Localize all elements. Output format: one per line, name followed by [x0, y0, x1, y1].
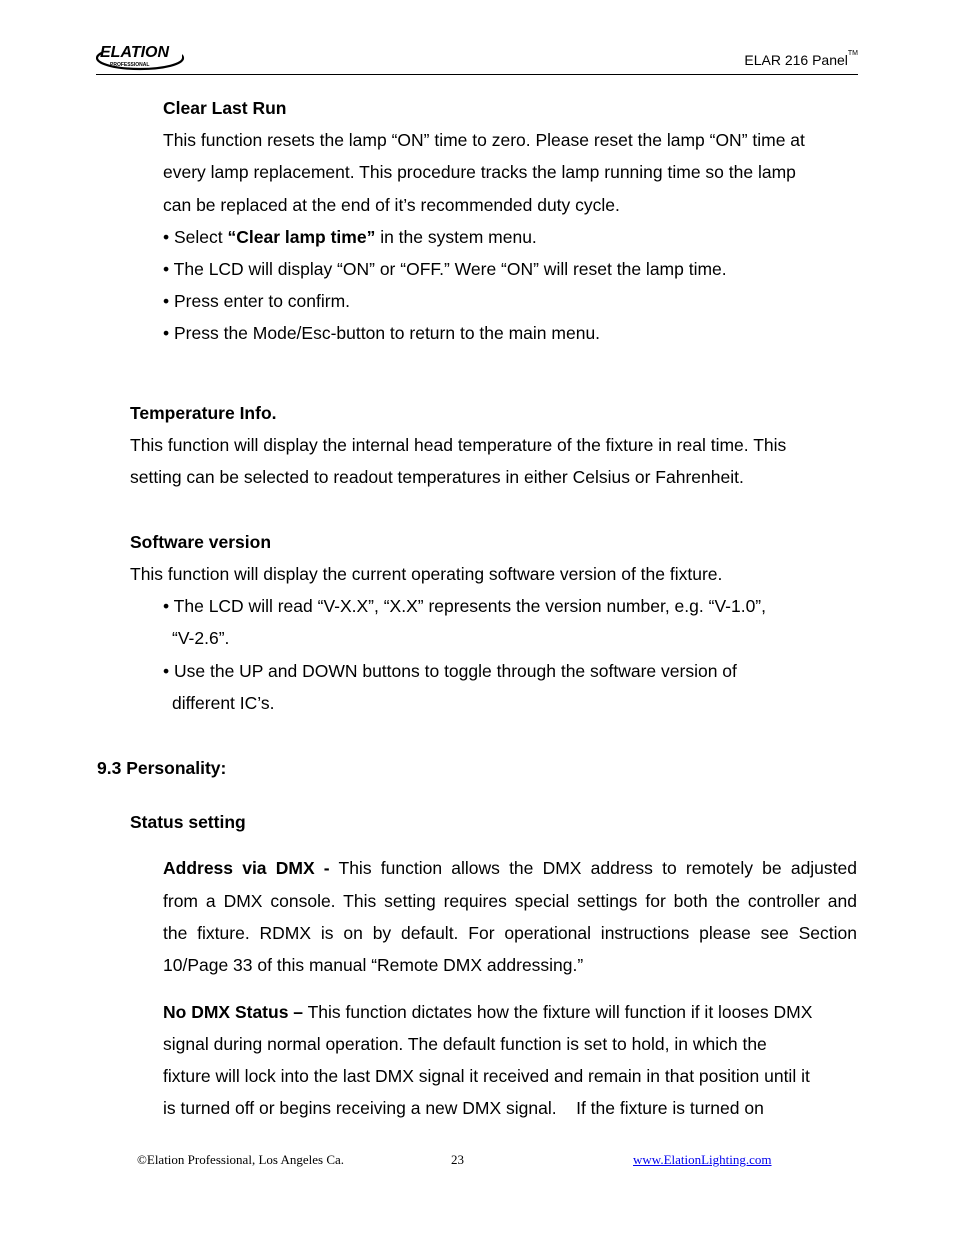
software-version-bullet: • The LCD will read “V-X.X”, “X.X” represents the version number, e.g. “V-1.0”,	[163, 596, 766, 616]
footer-copyright: ©Elation Professional, Los Angeles Ca.	[137, 1152, 345, 1167]
no-dmx-status-line: No DMX Status – This function dictates how the fixture will function if it looses DMX	[163, 1002, 813, 1022]
no-dmx-status-line: is turned off or begins receiving a new DMX signal. If the fixture is turned on	[163, 1098, 764, 1118]
footer-website-link[interactable]: www.ElationLighting.com	[633, 1152, 772, 1167]
no-dmx-status-line: fixture will lock into the last DMX signal it received and remain in that position until it	[163, 1066, 810, 1086]
address-via-dmx-line: the fixture. RDMX is on by default. For operational instructions please see Section	[163, 923, 857, 943]
section-heading-personality: 9.3 Personality:	[97, 758, 227, 778]
clear-last-run-bullet: • Select “Clear lamp time” in the system menu.	[163, 227, 537, 247]
elation-logo	[96, 38, 188, 72]
document-title	[744, 52, 858, 68]
clear-last-run-heading: Clear Last Run	[163, 98, 287, 118]
address-via-dmx-line: from a DMX console. This setting requires special settings for both the controller and	[163, 891, 857, 911]
software-version-bullet: • Use the UP and DOWN buttons to toggle through the software version of	[163, 661, 737, 681]
trademark-mark: TM	[847, 50, 858, 57]
footer-page-number: 23	[451, 1152, 464, 1167]
temperature-text-line: This function will display the internal head temperature of the fixture in real time. This	[130, 435, 787, 455]
no-dmx-status-label: No DMX Status –	[163, 1002, 304, 1022]
clear-last-run-bullet: • The LCD will display “ON” or “OFF.” Were “ON” will reset the lamp time.	[163, 259, 727, 279]
software-version-heading: Software version	[130, 532, 272, 552]
address-via-dmx-label: Address via DMX -	[163, 858, 330, 878]
logo-subtext: PROFESSIONAL	[110, 62, 150, 68]
header-divider	[96, 74, 858, 75]
logo-text: ELATION	[100, 44, 170, 61]
clear-last-run-bullet: • Press the Mode/Esc-button to return to the main menu.	[163, 323, 601, 343]
temperature-text-line: setting can be selected to readout temperatures in either Celsius or Fahrenheit.	[130, 467, 744, 487]
address-via-dmx-line: 10/Page 33 of this manual “Remote DMX addressing.”	[163, 955, 584, 975]
software-version-bullet-cont: different IC’s.	[172, 693, 275, 713]
status-setting-heading: Status setting	[130, 812, 246, 832]
clear-lamp-time-label: “Clear lamp time”	[227, 227, 376, 247]
clear-last-run-para-line: every lamp replacement. This procedure tracks the lamp running time so the lamp	[163, 162, 796, 182]
software-version-bullet-cont: “V-2.6”.	[172, 628, 230, 648]
clear-last-run-para-line: can be replaced at the end of it’s recommended duty cycle.	[163, 195, 620, 215]
clear-last-run-bullet: • Press enter to confirm.	[163, 291, 351, 311]
no-dmx-status-line: signal during normal operation. The default function is set to hold, in which the	[163, 1034, 767, 1054]
document-title-text: ELAR 216 Panel	[744, 52, 848, 68]
temperature-heading: Temperature Info.	[130, 403, 277, 423]
address-via-dmx-line: Address via DMX - This function allows the DMX address to remotely be adjusted	[163, 858, 857, 878]
software-version-text: This function will display the current operating software version of the fixture.	[130, 564, 723, 584]
clear-last-run-para-line: This function resets the lamp “ON” time to zero. Please reset the lamp “ON” time at	[163, 130, 805, 150]
